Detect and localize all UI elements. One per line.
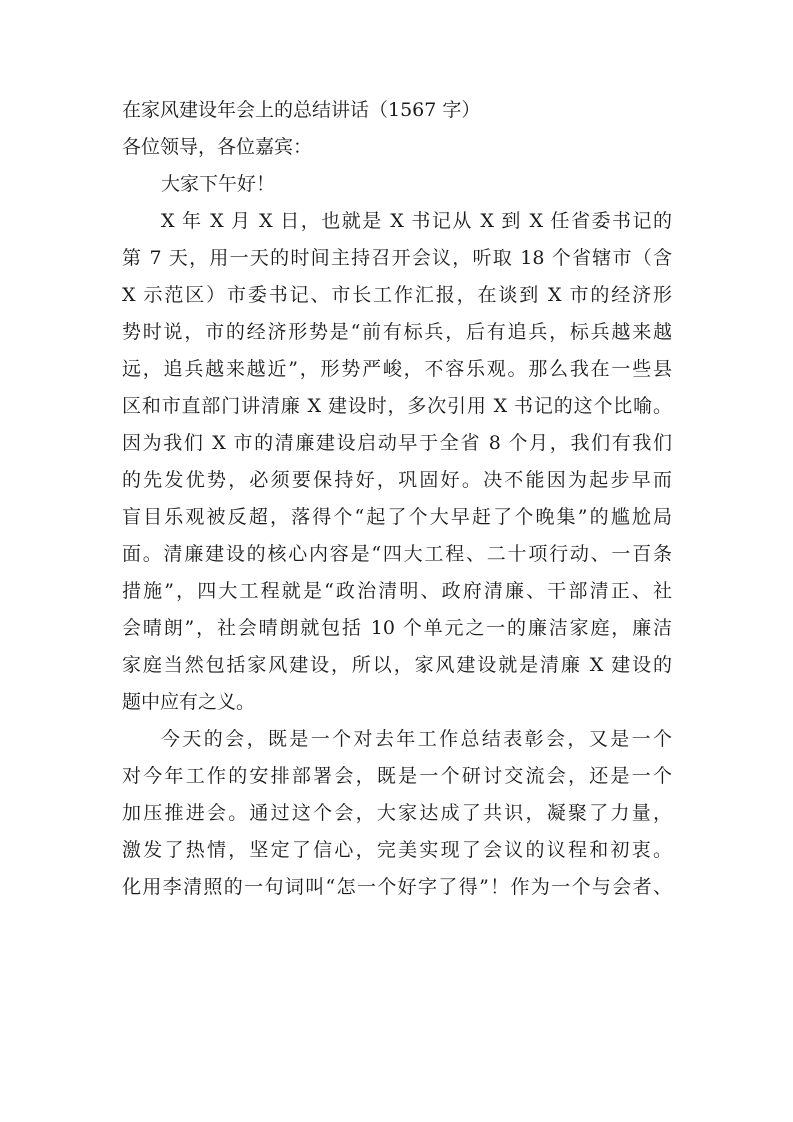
paragraph-2 bbox=[122, 721, 672, 906]
paragraph-2-line: 加压推进会。通过这个会，大家达成了共识，凝聚了力量， bbox=[122, 802, 672, 824]
paragraph-1-line: 家庭当然包括家风建设，所以，家风建设就是清廉 X 建设的 bbox=[122, 654, 672, 676]
paragraph-2-line: 化用李清照的一句词叫“怎一个好字了得”！作为一个与会者、 bbox=[122, 876, 672, 898]
paragraph-1-line: 因为我们 X 市的清廉建设启动早于全省 8 个月，我们有我们 bbox=[122, 432, 672, 454]
paragraph-1 bbox=[122, 203, 672, 721]
paragraph-1-line: 第 7 天，用一天的时间主持召开会议，听取 18 个省辖市（含 bbox=[122, 247, 672, 269]
paragraph-2-line: 对今年工作的安排部署会，既是一个研讨交流会，还是一个 bbox=[122, 765, 672, 787]
greeting-line: 各位领导，各位嘉宾： bbox=[122, 136, 313, 158]
paragraph-1-line: X 年 X 月 X 日，也就是 X 书记从 X 到 X 任省委书记的 bbox=[161, 210, 672, 232]
paragraph-2-line: 今天的会，既是一个对去年工作总结表彰会，又是一个 bbox=[161, 728, 672, 750]
paragraph-1-line: 措施”，四大工程就是“政治清明、政府清廉、干部清正、社 bbox=[122, 580, 672, 602]
document-body bbox=[122, 92, 672, 906]
paragraph-1-line: 会晴朗”，社会晴朗就包括 10 个单元之一的廉洁家庭，廉洁 bbox=[122, 617, 672, 639]
paragraph-1-line: 题中应有之义。 bbox=[122, 691, 256, 713]
paragraph-1-line: 面。清廉建设的核心内容是“四大工程、二十项行动、一百条 bbox=[122, 543, 672, 565]
paragraph-1-line: 区和市直部门讲清廉 X 建设时，多次引用 X 书记的这个比喻。 bbox=[122, 395, 672, 417]
paragraph-1-line: X 示范区）市委书记、市长工作汇报，在谈到 X 市的经济形 bbox=[122, 284, 672, 306]
paragraph-1-line: 势时说，市的经济形势是“前有标兵，后有追兵，标兵越来越 bbox=[122, 321, 672, 343]
paragraph-1-line: 的先发优势，必须要保持好，巩固好。决不能因为起步早而 bbox=[122, 469, 672, 491]
paragraph-2-line: 激发了热情，坚定了信心，完美实现了会议的议程和初衷。 bbox=[122, 839, 672, 861]
opening-line: 大家下午好！ bbox=[161, 173, 276, 195]
paragraph-1-line: 盲目乐观被反超，落得个“起了个大早赶了个晚集”的尴尬局 bbox=[122, 506, 672, 528]
document-title: 在家风建设年会上的总结讲话（1567 字） bbox=[122, 99, 481, 121]
paragraph-1-line: 远，追兵越来越近”，形势严峻，不容乐观。那么我在一些县 bbox=[122, 358, 672, 380]
